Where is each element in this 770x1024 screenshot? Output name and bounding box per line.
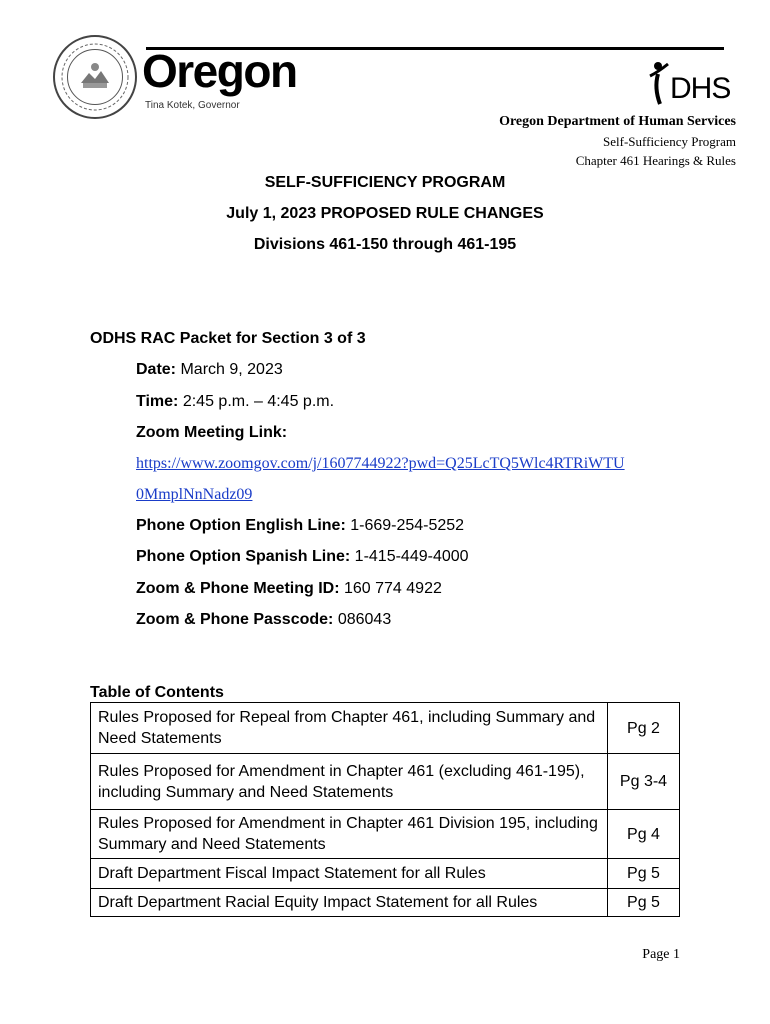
time-value: 2:45 p.m. – 4:45 p.m.: [178, 393, 335, 410]
toc-entry: Draft Department Racial Equity Impact Statement for all Rules: [91, 889, 608, 917]
passcode-value: 086043: [333, 611, 392, 628]
toc-title: Table of Contents: [90, 684, 224, 701]
zoom-link-line-1[interactable]: https://www.zoomgov.com/j/1607744922?pwd=Q25LcTQ5Wlc4RTRiWTU: [136, 455, 625, 472]
toc-row: [91, 754, 680, 810]
toc-entry: Rules Proposed for Amendment in Chapter 461 Division 195, including Summary and Need Statements: [91, 810, 608, 859]
date-value: March 9, 2023: [176, 361, 283, 378]
time-label: Time:: [136, 393, 179, 410]
passcode: [136, 611, 391, 629]
zoom-link-line-2[interactable]: 0MmplNnNadz09: [136, 486, 253, 503]
title-line-2: July 1, 2023 PROPOSED RULE CHANGES: [226, 205, 544, 222]
meeting-id-value: 160 774 4922: [339, 580, 442, 597]
toc-table: [90, 702, 680, 917]
dhs-logo-text: DHS: [670, 72, 731, 105]
toc-row: [91, 810, 680, 859]
toc-entry: Rules Proposed for Amendment in Chapter 461 (excluding 461-195), including Summary and Need Statements: [91, 754, 608, 810]
zoom-link-heading: [136, 424, 287, 442]
dhs-figure-icon: [648, 60, 672, 110]
phone-es-label: Phone Option Spanish Line:: [136, 548, 351, 565]
unit-name: Chapter 461 Hearings & Rules: [575, 153, 736, 168]
toc-entry: Rules Proposed for Repeal from Chapter 461, including Summary and Need Statements: [91, 703, 608, 754]
title-line-1: SELF-SUFFICIENCY PROGRAM: [264, 174, 506, 191]
agency-name: Oregon Department of Human Services: [499, 114, 736, 129]
toc-page: Pg 4: [608, 810, 680, 859]
state-seal-icon: [53, 35, 137, 119]
toc-page: Pg 5: [608, 859, 680, 889]
zoom-label: Zoom Meeting Link:: [136, 424, 288, 441]
meeting-date: [136, 361, 283, 379]
toc-entry: Draft Department Fiscal Impact Statement for all Rules: [91, 859, 608, 889]
program-name: Self-Sufficiency Program: [603, 134, 736, 149]
toc-page: Pg 2: [608, 703, 680, 754]
meeting-id-label: Zoom & Phone Meeting ID:: [136, 580, 340, 597]
phone-es-value: 1-415-449-4000: [350, 548, 469, 565]
phone-english: [136, 517, 464, 535]
passcode-label: Zoom & Phone Passcode:: [136, 611, 334, 628]
section-title: ODHS RAC Packet for Section 3 of 3: [90, 330, 366, 347]
meeting-id: [136, 580, 442, 598]
toc-page: Pg 3-4: [608, 754, 680, 810]
phone-en-label: Phone Option English Line:: [136, 517, 346, 534]
toc-page: Pg 5: [608, 889, 680, 917]
oregon-wordmark: Oregon: [142, 45, 297, 97]
toc-row: [91, 859, 680, 889]
governor-name: Tina Kotek, Governor: [145, 100, 240, 111]
meeting-time: [136, 393, 334, 411]
phone-spanish: [136, 548, 469, 566]
title-line-3: Divisions 461-150 through 461-195: [253, 236, 517, 253]
toc-row: [91, 889, 680, 917]
page-number: Page 1: [642, 947, 680, 962]
phone-en-value: 1-669-254-5252: [345, 517, 465, 534]
date-label: Date:: [136, 361, 177, 378]
dhs-logo: [648, 60, 738, 110]
toc-row: [91, 703, 680, 754]
